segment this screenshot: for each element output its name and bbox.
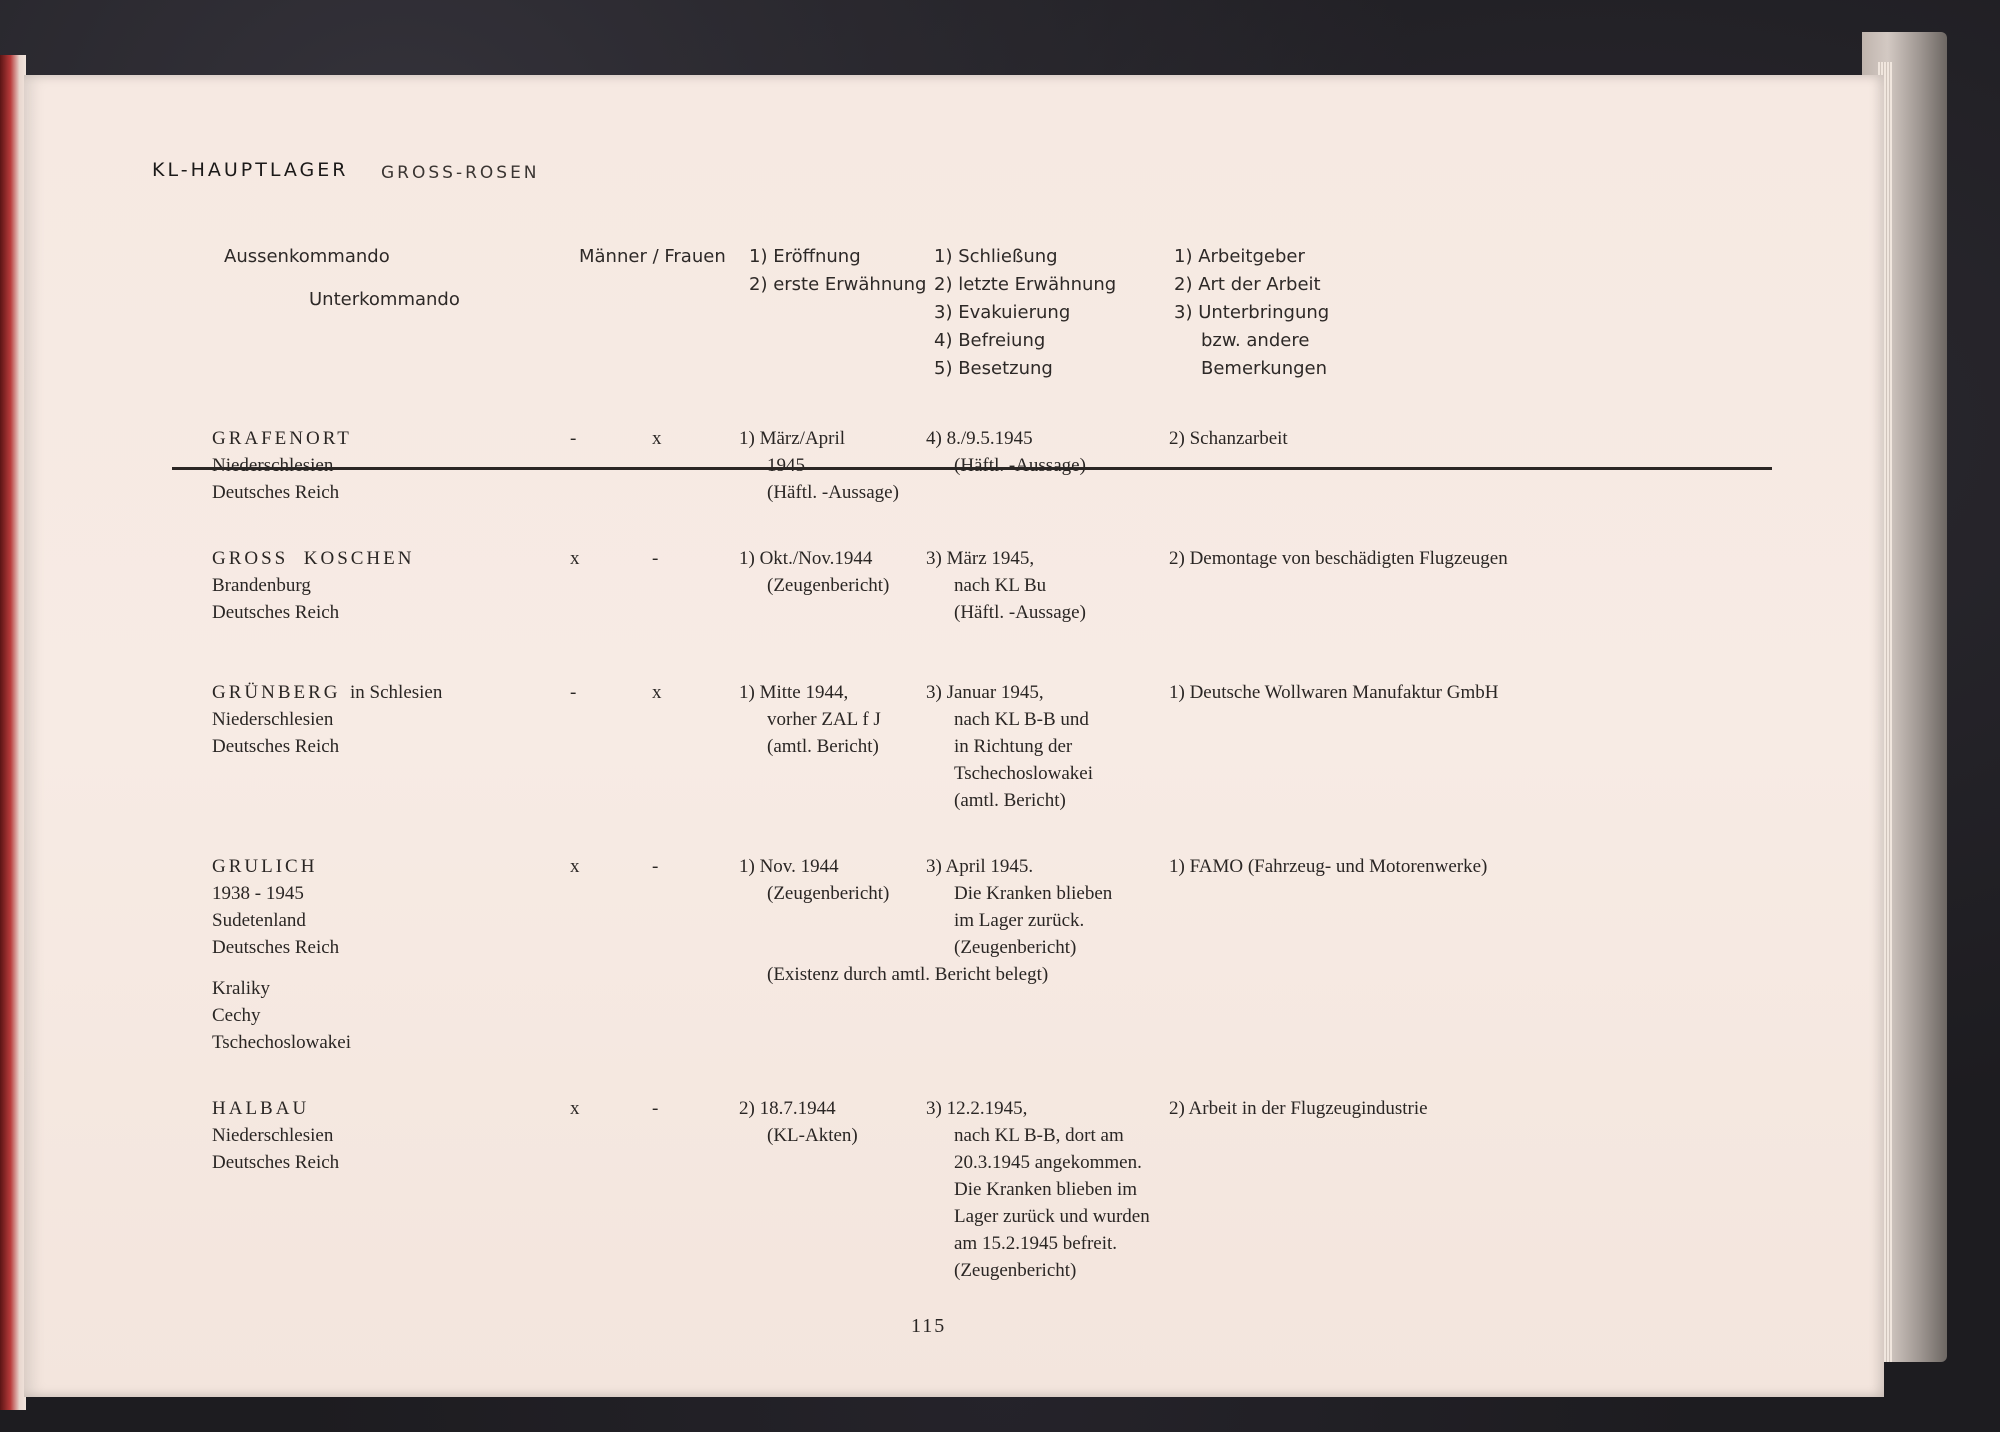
remarks-cell: 1) FAMO (Fahrzeug- und Motorenwerke) (1169, 856, 1488, 877)
closing-cell: 4) 8./9.5.1945 (Häftl. -Aussage) (926, 428, 1086, 476)
closing-cell: 3) 12.2.1945, nach KL B-B, dort am 20.3.1945 angekommen. Die Kranken blieben im Lager zurück und wurden am 15.2.1945 befreit. (Zeugenbericht) (926, 1098, 1150, 1281)
women-mark: - (652, 1098, 659, 1119)
men-mark: x (570, 856, 580, 877)
table-row-name: GROSS KOSCHEN Brandenburg Deutsches Reich (212, 545, 414, 626)
header-unterkommando: Unterkommando (309, 289, 460, 310)
women-mark: - (652, 548, 659, 569)
closing-cell: 3) April 1945. Die Kranken blieben im Lager zurück. (Zeugenbericht) (926, 856, 1113, 958)
camp-name: HALBAU (212, 1098, 310, 1119)
camp-name-suffix: in Schlesien (350, 682, 443, 703)
women-mark: x (652, 428, 662, 449)
existence-note: (Existenz durch amtl. Bericht belegt) (767, 964, 1049, 985)
men-mark: - (570, 428, 577, 449)
opening-cell: 1) März/April 1945 (Häftl. -Aussage) (739, 428, 899, 503)
men-mark: - (570, 682, 577, 703)
camp-name: GRÜNBERG (212, 682, 341, 703)
table-row-name: GRAFENORT Niederschlesien Deutsches Reich (212, 425, 352, 506)
table-row-name: GRULICH 1938 - 1945 Sudetenland Deutsches Reich Kraliky Cechy Tschechoslowakei (212, 853, 351, 1056)
camp-name: GROSS KOSCHEN (212, 548, 415, 569)
book-edge (0, 55, 26, 1410)
men-mark: x (570, 548, 580, 569)
header-closing: 1) Schließung 2) letzte Erwähnung 3) Evakuierung 4) Befreiung 5) Besetzung (934, 246, 1117, 379)
page-subtitle: GROSS-ROSEN (381, 163, 540, 183)
opening-cell: 2) 18.7.1944 (KL-Akten) (739, 1098, 858, 1146)
book-page (24, 75, 1884, 1397)
page-number: 115 (911, 1315, 947, 1337)
camp-name: GRULICH (212, 856, 318, 877)
page-title: KL-HAUPTLAGER (152, 159, 349, 181)
women-mark: - (652, 856, 659, 877)
opening-cell: 1) Nov. 1944 (Zeugenbericht) (739, 856, 890, 904)
header-gender: Männer / Frauen (579, 246, 726, 267)
remarks-cell: 2) Arbeit in der Flugzeugindustrie (1169, 1098, 1428, 1119)
women-mark: x (652, 682, 662, 703)
table-row-name: GRÜNBERG in Schlesien Niederschlesien Deutsches Reich (212, 682, 443, 757)
camp-name: GRAFENORT (212, 428, 352, 449)
remarks-cell: 1) Deutsche Wollwaren Manufaktur GmbH (1169, 682, 1499, 703)
header-aussenkommando: Aussenkommando (224, 246, 390, 267)
opening-cell: 1) Okt./Nov.1944 (Zeugenbericht) (739, 548, 890, 596)
closing-cell: 3) März 1945, nach KL Bu (Häftl. -Aussage) (926, 548, 1086, 623)
table-row-name: HALBAU Niederschlesien Deutsches Reich (212, 1095, 339, 1176)
opening-cell: 1) Mitte 1944, vorher ZAL f J (amtl. Bericht) (739, 682, 881, 757)
remarks-cell: 2) Schanzarbeit (1169, 428, 1288, 449)
header-opening: 1) Eröffnung 2) erste Erwähnung (749, 246, 927, 295)
remarks-cell: 2) Demontage von beschädigten Flugzeugen (1169, 548, 1508, 569)
closing-cell: 3) Januar 1945, nach KL B-B und in Richtung der Tschechoslowakei (amtl. Bericht) (926, 682, 1094, 811)
header-remarks: 1) Arbeitgeber 2) Art der Arbeit 3) Unterbringung bzw. andere Bemerkungen (1174, 246, 1330, 379)
men-mark: x (570, 1098, 580, 1119)
